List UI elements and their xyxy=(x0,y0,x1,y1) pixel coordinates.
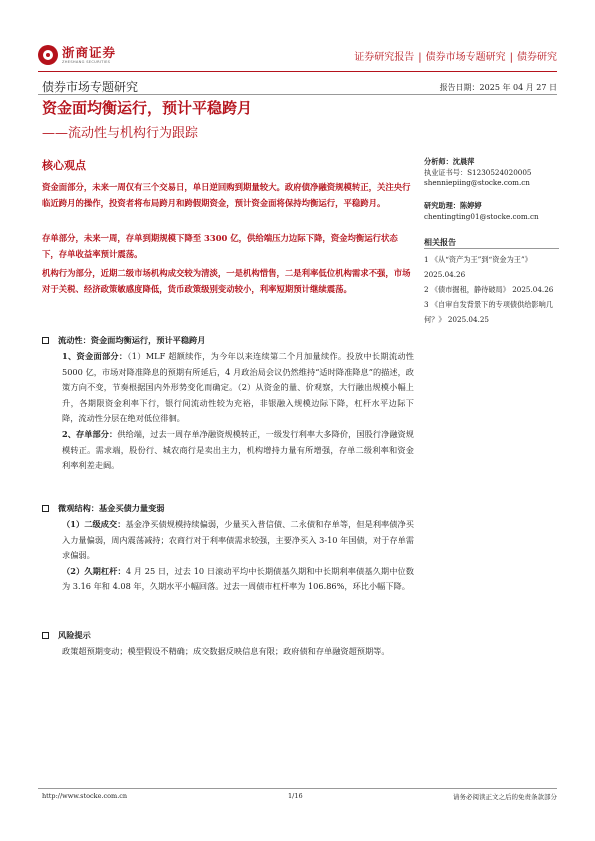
report-title: 资金面均衡运行，预计平稳跨月 xyxy=(42,99,253,117)
analyst-label: 分析师： xyxy=(424,157,453,166)
top-breadcrumb: 证券研究报告 | 债券市场专题研究 | 债券研究 xyxy=(354,52,557,63)
related-report-item[interactable]: 3 《自审自发背景下的专项债供给影响几何？》 2025.04.25 xyxy=(424,300,554,324)
core-view-funding: 资金面部分，未来一周仅有三个交易日，单日逆回购到期量较大。政府债净融资规模转正，关注央行临近跨月的操作，投资者将布局跨月和跨假期资金，预计资金面将保持均衡运行，平稳跨月。 xyxy=(42,182,411,208)
related-divider xyxy=(424,248,559,249)
footer-divider xyxy=(38,788,557,789)
para-label: （2）久期杠杆： xyxy=(62,565,126,576)
checkbox-bullet-icon xyxy=(42,632,49,639)
section-microstructure xyxy=(42,502,414,595)
core-view-institution: 机构行为部分，近期二级市场机构成交较为清淡，一是机构惜售，二是利率低位机构需求不强，市场对于关税、经济政策敏感度降低，货币政策级别变动较小，利率短期预计继续震荡。 xyxy=(42,268,411,294)
para-label: 1、资金面部分： xyxy=(62,351,128,361)
report-subtitle: ——流动性与机构行为跟踪 xyxy=(42,126,199,141)
core-views-heading: 核心观点 xyxy=(42,159,86,172)
para-text: （1）MLF 超额续作，为今年以来连续第二个月加量续作。投放中长期流动性 5000 亿，市场对降准降息的预期有所延后，4 月政治局会议仍然维持“适时降准降息”的描述，政策方向不变，节奏根据国内外形势变化而确定。（2）从资金的量、价观察，大行融出规模小幅上升，各期限资金利率下行，银行间流动性较为充裕，非银融入规模边际下降，杠杆水平边际下降，流动性分层在绝对低位徘徊。 xyxy=(62,351,414,424)
document-type: 债券市场专题研究 xyxy=(42,80,139,94)
para-text: 4 月 25 日，过去 10 日滚动平均中长期债基久期和中长期利率债基久期中位数为 3.16 年和 4.08 年，久期水平小幅回落。过去一周债市杠杆率为 106.86%，环比小幅下降。 xyxy=(62,565,414,592)
related-reports-heading: 相关报告 xyxy=(424,237,456,247)
assistant-name: 陈婷婷 xyxy=(459,201,482,210)
para-label: （1）二级成交： xyxy=(62,519,126,529)
logo-mark-icon xyxy=(38,45,58,65)
analyst-info xyxy=(424,157,559,189)
analyst-name: 沈晨萍 xyxy=(452,157,475,166)
breadcrumb-item-bond-research: 债券研究 xyxy=(517,52,557,63)
checkbox-bullet-icon xyxy=(42,505,49,512)
breadcrumb-item-research-report: 证券研究报告 xyxy=(354,52,415,63)
para-text: 供给端，过去一周存单净融资规模转正，一级发行利率大多降价，国股行净融资规模转正。需求端，股份行、城农商行是卖出主力，机构增持力量有所增强，存单二级利率和资金利率利差走阔。 xyxy=(62,428,414,471)
section-heading: 流动性：资金面均衡运行，预计平稳跨月 xyxy=(58,335,206,345)
assistant-info xyxy=(424,201,559,222)
assistant-label: 研究助理： xyxy=(424,201,460,210)
title-divider xyxy=(38,94,557,95)
section-liquidity xyxy=(42,334,414,474)
breadcrumb-item-bond-topic: 债券市场专题研究 xyxy=(425,52,506,63)
core-view-cd: 存单部分，未来一周，存单到期规模下降至 3300 亿，供给端压力边际下降，资金均衡运行状态下，存单收益率预计震荡。 xyxy=(42,233,398,259)
section-risk xyxy=(42,629,414,660)
logo-name-en: ZHESHANG SECURITIES xyxy=(62,59,111,64)
logo-name-cn: 浙商证券 xyxy=(62,44,117,60)
report-date: 报告日期：2025 年 04 月 27 日 xyxy=(439,83,557,92)
analyst-license: 执业证书号：S1230524020005 xyxy=(424,167,532,177)
para-text: 政策超预期变动；模型假设不精确；成交数据反映信息有限；政府债和存单融资超预期等。 xyxy=(62,646,390,656)
para-label: 2、存单部分： xyxy=(62,428,118,439)
section-heading: 微观结构：基金买债力量变弱 xyxy=(58,503,165,513)
footer-disclaimer: 请务必阅读正文之后的免责条款部分 xyxy=(453,793,557,801)
page-number: 1/16 xyxy=(288,792,303,800)
related-report-item[interactable]: 1 《从“资产为王”到“资金为王”》 2025.04.26 xyxy=(424,255,532,279)
analyst-email[interactable]: shenniepiing@stocke.com.cn xyxy=(424,178,530,187)
related-report-item[interactable]: 2 《债市掘租，静待破局》 2025.04.26 xyxy=(424,285,554,294)
section-heading: 风险提示 xyxy=(58,630,91,640)
para-text: 基金净买债规模持续偏弱，少量买入普信债、二永债和存单等，但是利率债净买入力量偏弱，周内震荡减持；农商行对于利率债需求较强，主要净买入 3-10 年国债，对于存单需求偏弱。 xyxy=(62,519,414,561)
assistant-email[interactable]: chentingting01@stocke.com.cn xyxy=(424,211,539,221)
checkbox-bullet-icon xyxy=(42,337,49,344)
company-logo xyxy=(38,43,128,67)
related-reports-list xyxy=(424,252,559,327)
header-divider xyxy=(38,71,557,72)
footer-url[interactable]: http://www.stocke.com.cn xyxy=(42,792,128,800)
